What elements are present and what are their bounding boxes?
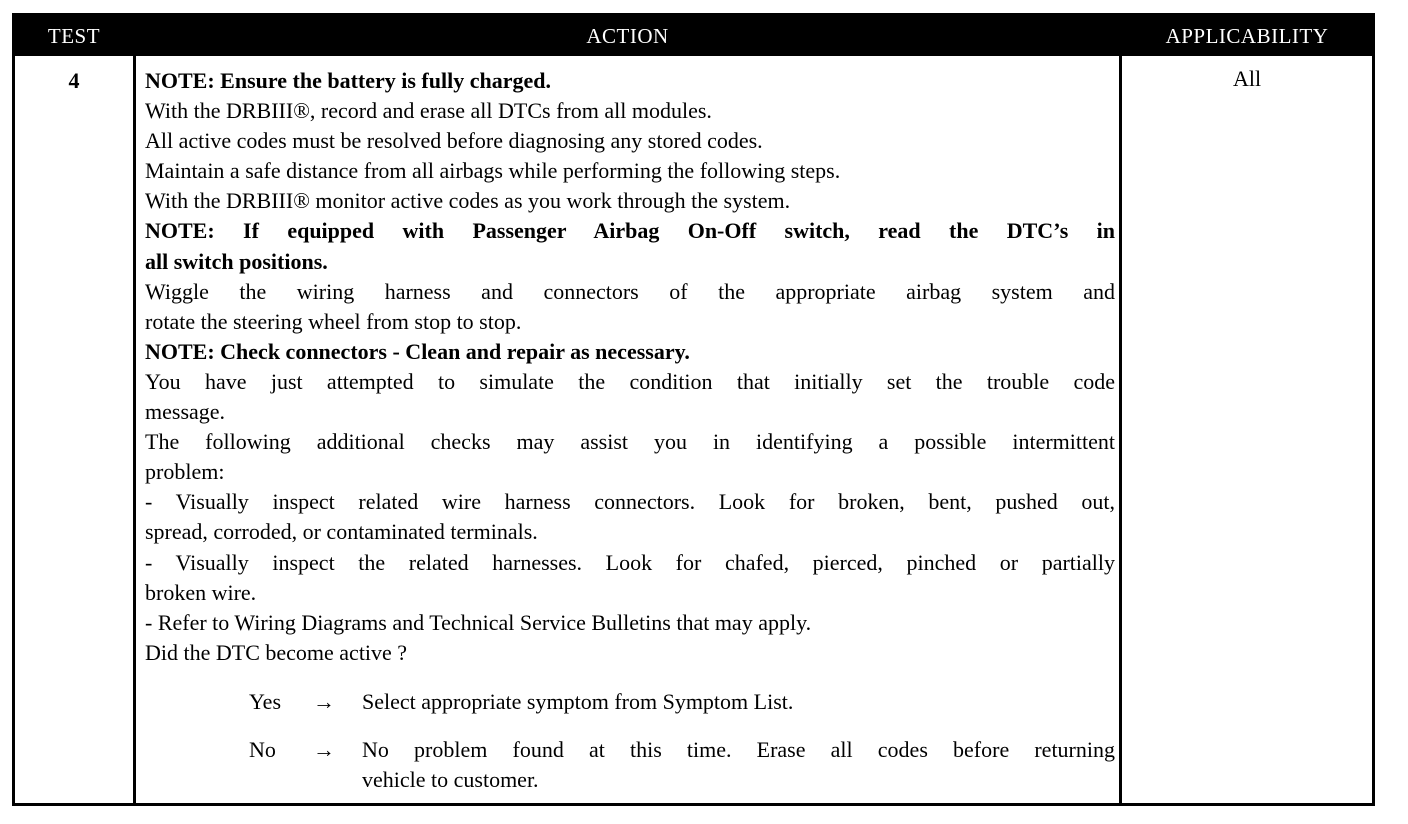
action-line: spread, corroded, or contaminated terminals. (145, 519, 538, 545)
header-test: TEST (47, 24, 101, 48)
arrow-right-icon: → (313, 736, 335, 762)
action-line: All active codes must be resolved before diagnosing any stored codes. (145, 128, 763, 154)
action-line: problem: (145, 459, 225, 485)
question-line: Did the DTC become active ? (145, 639, 408, 665)
table-header (15, 16, 1372, 56)
action-line: You have just attempted to simulate the condition that initially set the trouble code (145, 368, 1115, 394)
column-divider (133, 56, 136, 803)
action-line: Maintain a safe distance from all airbags while performing the following steps. (145, 158, 841, 184)
action-line: Wiggle the wiring harness and connectors of the appropriate airbag system and (145, 278, 1115, 304)
applicability-value: All (1232, 66, 1262, 91)
note-battery: NOTE: Ensure the battery is fully charged. (145, 68, 551, 93)
column-divider (1119, 56, 1122, 803)
note-passenger-airbag: NOTE: If equipped with Passenger Airbag On-Off switch, read the DTC’s in (145, 218, 1115, 244)
action-line: With the DRBIII®, record and erase all DTCs from all modules. (145, 98, 712, 124)
answer-label: No (249, 736, 276, 762)
action-line: - Refer to Wiring Diagrams and Technical Service Bulletins that may apply. (145, 609, 812, 635)
answer-label: Yes (249, 688, 282, 714)
arrow-right-icon: → (313, 688, 335, 714)
answer-no (145, 735, 1115, 795)
action-line: The following additional checks may assist you in identifying a possible intermittent (145, 429, 1115, 455)
answer-text: No problem found at this time. Erase all codes before returning (362, 736, 1115, 762)
action-line: With the DRBIII® monitor active codes as you work through the system. (145, 188, 791, 214)
action-line: rotate the steering wheel from stop to stop. (145, 308, 522, 334)
answer-text: Select appropriate symptom from Symptom List. (362, 688, 794, 714)
answer-yes (145, 687, 1115, 717)
action-text (145, 66, 1115, 795)
action-line: message. (145, 399, 226, 425)
action-line: - Visually inspect the related harnesses. Look for chafed, pierced, pinched or partially (145, 549, 1115, 575)
answer-text: vehicle to customer. (362, 767, 539, 793)
note-check-connectors: NOTE: Check connectors - Clean and repair as necessary. (145, 338, 690, 364)
header-action: ACTION (586, 24, 669, 48)
header-applicability: APPLICABILITY (1165, 24, 1329, 48)
action-line: broken wire. (145, 579, 257, 605)
note-passenger-airbag-cont: all switch positions. (145, 248, 328, 274)
action-line: - Visually inspect related wire harness connectors. Look for broken, bent, pushed out, (145, 489, 1115, 515)
diagnostic-test-table (12, 13, 1375, 806)
test-number: 4 (68, 68, 80, 93)
